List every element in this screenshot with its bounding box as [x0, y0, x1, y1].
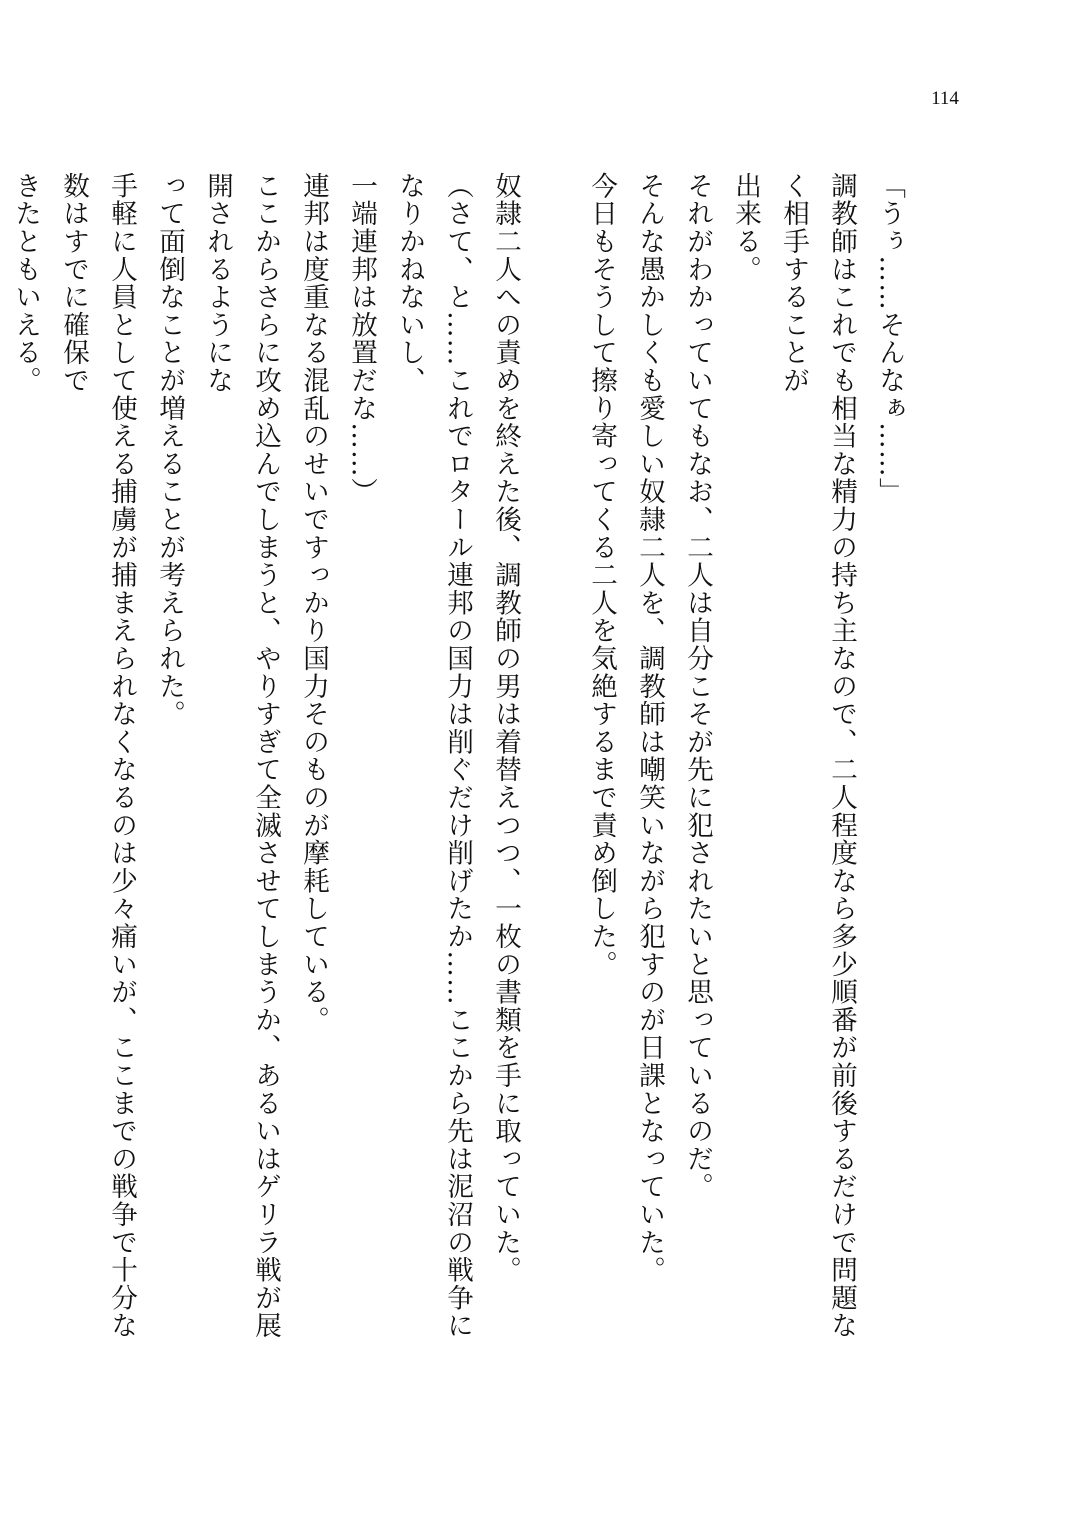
text-line: ここからさらに攻め込んでしまうと、やりすぎて全滅させてしまうか、あるいはゲリラ戦が展開されるようにな: [202, 172, 281, 1340]
text-line: 今日もそうして擦り寄ってくる二人を気絶するまで責め倒した。: [586, 172, 617, 979]
text-line: 手軽に人員として使える捕虜が捕まえられなくなるのは少々痛いが、ここまでの戦争で十分な数はすでに確保で: [58, 172, 137, 1340]
blank-line: [529, 172, 577, 1362]
vertical-text-body: [0, 172, 913, 1362]
text-line: （さて、と……これでロタール連邦の国力は削ぐだけ削げたか……ここから先は泥沼の戦争になりかねないし、: [394, 172, 473, 1340]
text-line: 一端連邦は放置だな……）: [346, 172, 377, 506]
text-line: そんな愚かしくも愛しい奴隷二人を、調教師は嘲笑いながら犯すのが日課となっていた。: [634, 172, 665, 1284]
text-line: それがわかっていてもなお、二人は自分こそが先に犯されたいと思っているのだ。: [682, 172, 713, 1201]
text-line: きたともいえる。: [10, 172, 41, 395]
text-line: 調教師はこれでも相当な精力の持ち主なので、二人程度なら多少順番が前後するだけで問題なく相手することが: [778, 172, 857, 1340]
text-line: 「うぅ……そんなぁ……」: [874, 172, 905, 506]
page-number: 114: [931, 88, 959, 109]
text-line: って面倒なことが増えることが考えられた。: [154, 172, 185, 728]
text-line: [0, 172, 1, 1362]
text-line: 奴隷二人への責めを終えた後、調教師の男は着替えつつ、一枚の書類を手に取っていた。: [490, 172, 521, 1284]
text-line: 連邦は度重なる混乱のせいですっかり国力そのものが摩耗している。: [298, 172, 329, 1034]
text-line: 出来る。: [730, 172, 761, 284]
